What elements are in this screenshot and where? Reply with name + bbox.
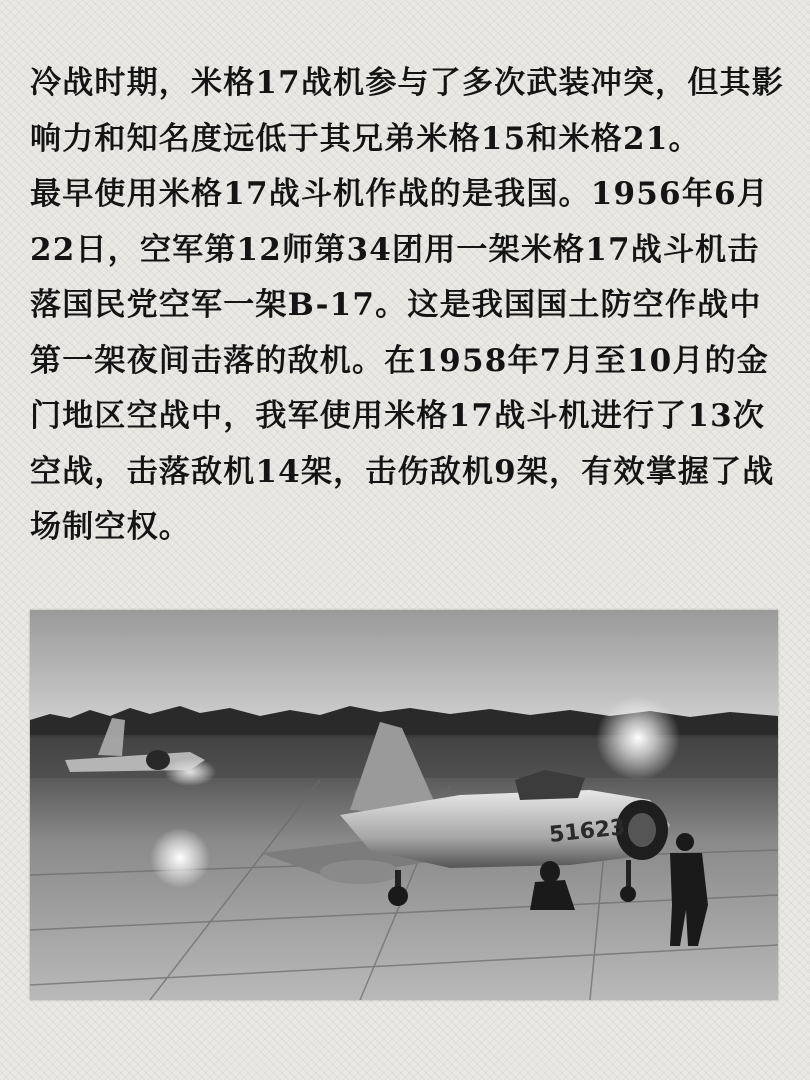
paragraph-2: 最早使用米格17战斗机作战的是我国。1956年6月22日，空军第12师第34团用一架米格17战斗机击落国民党空军一架B-17。这是我国国土防空作战中第一架夜间击落的敌机。在1958年7月至10月的金门地区空战中，我军使用米格17战斗机进行了13次空战，击落敌机14架，击伤敌机9架，有效掌握了战场制空权。 (30, 176, 775, 545)
article-text (30, 56, 790, 556)
mig17-night-photo (30, 610, 778, 1000)
paragraph-1: 冷战时期，米格17战机参与了多次武装冲突，但其影响力和知名度远低于其兄弟米格15和米格21。 (30, 65, 784, 157)
aircraft-serial: 51623 (548, 815, 627, 848)
